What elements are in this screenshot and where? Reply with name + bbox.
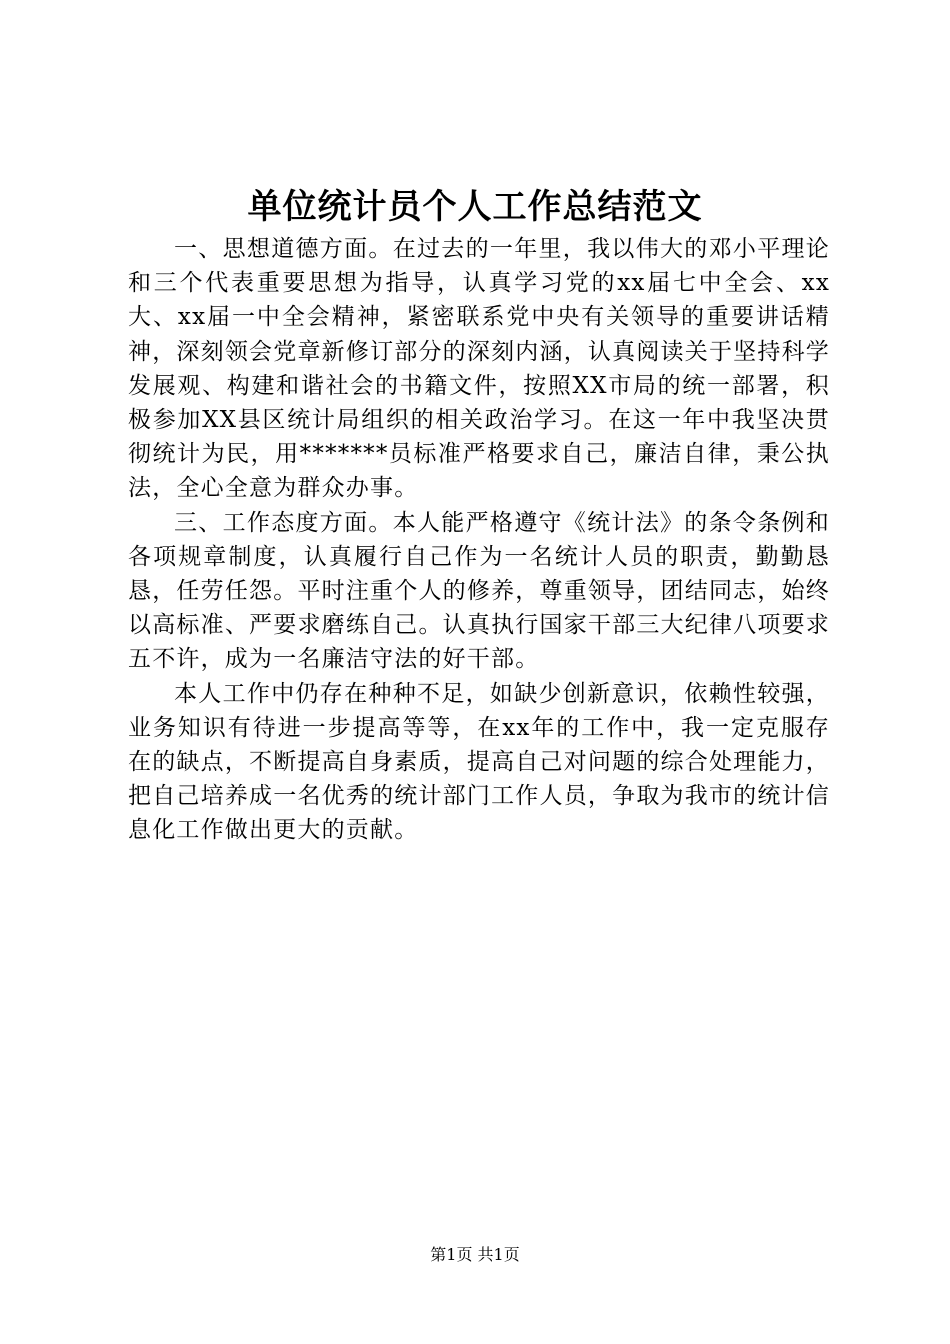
paragraph-shortcomings: 本人工作中仍存在种种不足，如缺少创新意识，依赖性较强，业务知识有待进一步提高等等，在xx年的工作中，我一定克服存在的缺点，不断提高自身素质，提高自己对问题的综合处理能力，把自己培养成一名优秀的统计部门工作人员，争取为我市的统计信息化工作做出更大的贡献。	[128, 680, 830, 844]
document-body	[128, 232, 830, 848]
paragraph-moral: 一、思想道德方面。在过去的一年里，我以伟大的邓小平理论和三个代表重要思想为指导，认真学习党的xx届七中全会、xx大、xx届一中全会精神，紧密联系党中央有关领导的重要讲话精神，深刻领会党章新修订部分的深刻内涵，认真阅读关于坚持科学发展观、构建和谐社会的书籍文件，按照XX市局的统一部署，积极参加XX县区统计局组织的相关政治学习。在这一年中我坚决贯彻统计为民，用*******员标准严格要求自己，廉洁自律，秉公执法，全心全意为群众办事。	[128, 236, 830, 502]
page-footer: 第1页 共1页	[430, 1245, 520, 1264]
paragraph-work-attitude: 三、工作态度方面。本人能严格遵守《统计法》的条令条例和各项规章制度，认真履行自己作为一名统计人员的职责，勤勤恳恳，任劳任怨。平时注重个人的修养，尊重领导，团结同志，始终以高标准、严要求磨练自己。认真执行国家干部三大纪律八项要求五不许，成为一名廉洁守法的好干部。	[128, 509, 830, 673]
document-title: 单位统计员个人工作总结范文	[247, 187, 703, 227]
